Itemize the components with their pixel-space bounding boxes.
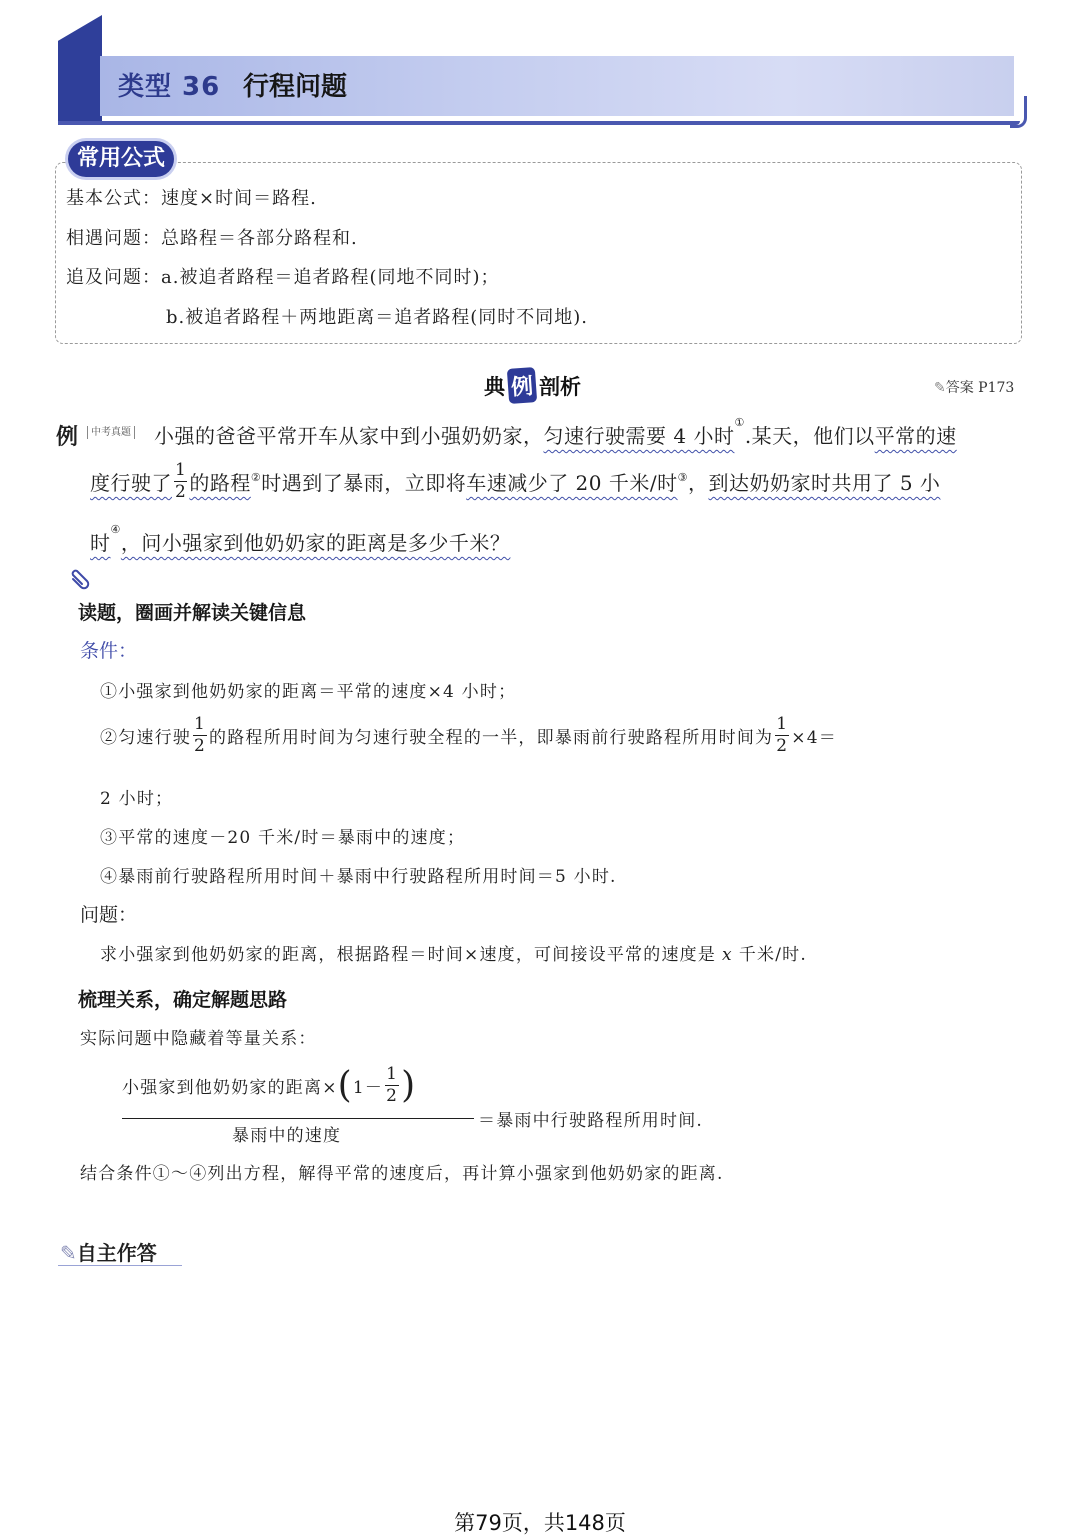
question-label: 问题： (80, 904, 138, 926)
pencil-icon: ✎ (60, 1241, 77, 1265)
answer-reference (934, 377, 1014, 397)
formula-line-chase-b: b.被追者路程＋两地距离＝追者路程(同时不同地). (166, 307, 589, 328)
condition-2-continued: 2 小时； (100, 789, 174, 809)
header-underline (58, 121, 1020, 125)
fraction-denominator: 2 (386, 1086, 399, 1106)
fraction-numerator: 1 (386, 1064, 399, 1084)
condition-2-text: 的路程所用时间为匀速行驶全程的一半，即暴雨前行驶路程所用时间为 (209, 728, 774, 748)
example-heading-pre: 典 (484, 374, 505, 399)
fraction-half (385, 1066, 399, 1105)
exam-tag: 中考真题 (87, 426, 135, 439)
example-label: 例 (56, 425, 79, 450)
condition-2-text: ②匀速行驶 (100, 728, 191, 748)
fraction-half (775, 716, 789, 755)
key-info-2-cont: 度行驶了 (90, 471, 172, 495)
condition-2 (100, 716, 837, 755)
marker-2: ② (250, 471, 262, 484)
condition-3: ③平常的速度－20 千米/时＝暴雨中的速度； (100, 828, 466, 848)
right-paren: ) (401, 1064, 417, 1106)
header-curve-decoration (1010, 96, 1027, 128)
relation-denominator: 暴雨中的速度 (232, 1126, 342, 1146)
key-info-4: 到达奶奶家时共用了 5 小 (708, 471, 941, 495)
fraction-denominator: 2 (776, 736, 789, 756)
formula-line-basic: 基本公式：速度×时间＝路程. (66, 188, 317, 209)
conditions-label: 条件： (80, 640, 138, 662)
question-statement (100, 940, 807, 965)
fraction-numerator: 1 (194, 714, 207, 734)
marker-4: ④ (110, 523, 121, 536)
fraction-denominator: 2 (175, 482, 187, 502)
formula-line-chase-a: 追及问题：a.被追者路程＝追者路程(同地不同时)； (66, 267, 500, 288)
key-info-3: 车速减少了 20 千米/时 (466, 471, 678, 495)
condition-4: ④暴雨前行驶路程所用时间＋暴雨中行驶路程所用时间＝5 小时. (100, 867, 617, 887)
question-statement-text: 求小强家到他奶奶家的距离，根据路程＝时间×速度，可间接设平常的速度是 (100, 945, 717, 965)
formula-line-meeting: 相遇问题：总路程＝各部分路程和. (66, 228, 358, 249)
problem-line-1 (154, 416, 957, 449)
relation-numerator (122, 1066, 416, 1105)
step2-title: 梳理关系，确定解题思路 (78, 989, 288, 1011)
question-text: ，问小强家到他奶奶家的距离是多少千米？ (120, 531, 511, 555)
example-heading-highlight: 例 (507, 367, 537, 404)
marker-3: ③ (677, 471, 688, 484)
key-info-2-end: 的路程 (189, 471, 251, 495)
relation-intro: 实际问题中隐藏着等量关系： (80, 1029, 317, 1049)
question-statement-text: 千米/时. (738, 945, 807, 965)
problem-line-2 (90, 462, 940, 501)
answer-reference-text: 答案 P173 (945, 380, 1015, 396)
type-label: 类型 36 (118, 72, 221, 102)
step1-title: 读题，圈画并解读关键信息 (78, 602, 307, 624)
self-answer-underline (58, 1265, 182, 1266)
problem-text: .某天，他们以 (744, 424, 875, 448)
self-answer-heading (60, 1237, 157, 1266)
relation-fraction-bar (122, 1118, 474, 1119)
problem-text: 时遇到了暴雨，立即将 (261, 471, 467, 495)
key-info-1: 匀速行驶需要 4 小时 (543, 424, 735, 448)
problem-line-3 (90, 523, 511, 556)
relation-numerator-text: 小强家到他奶奶家的距离× (122, 1078, 338, 1098)
problem-text: 小强的爸爸平常开车从家中到小强奶奶家， (154, 424, 544, 448)
page-number: 第79页，共148页 (454, 1511, 626, 1535)
relation-one-minus: 1－ (352, 1078, 384, 1098)
page-title: 行程问题 (243, 72, 348, 102)
self-answer-label: 自主作答 (76, 1241, 157, 1265)
fraction-half (174, 462, 187, 501)
fraction-denominator: 2 (194, 736, 207, 756)
formula-badge: 常用公式 (68, 141, 174, 177)
example-heading-post: 剖析 (539, 374, 582, 399)
relation-rhs: ＝暴雨中行驶路程所用时间. (478, 1111, 704, 1131)
key-info-2: 平常的速 (874, 424, 957, 448)
pencil-icon: ✎ (934, 380, 946, 396)
fraction-numerator: 1 (175, 460, 187, 480)
variable-x: x (722, 945, 733, 965)
example-heading (484, 368, 581, 403)
header-banner (100, 56, 1014, 116)
condition-2-text: ×4＝ (791, 728, 837, 748)
left-paren: ( (337, 1064, 353, 1106)
combine-conclusion: 结合条件①～④列出方程，解得平常的速度后，再计算小强家到他奶奶家的距离. (80, 1164, 724, 1184)
fraction-half (193, 716, 207, 755)
header-tab-decoration (58, 15, 102, 123)
condition-1: ①小强家到他奶奶家的距离＝平常的速度×4 小时； (100, 682, 517, 702)
paperclip-icon (66, 566, 92, 592)
key-info-4-end: 时 (90, 531, 111, 555)
problem-text: ， (687, 471, 709, 495)
marker-1: ① (734, 416, 745, 429)
fraction-numerator: 1 (776, 714, 789, 734)
